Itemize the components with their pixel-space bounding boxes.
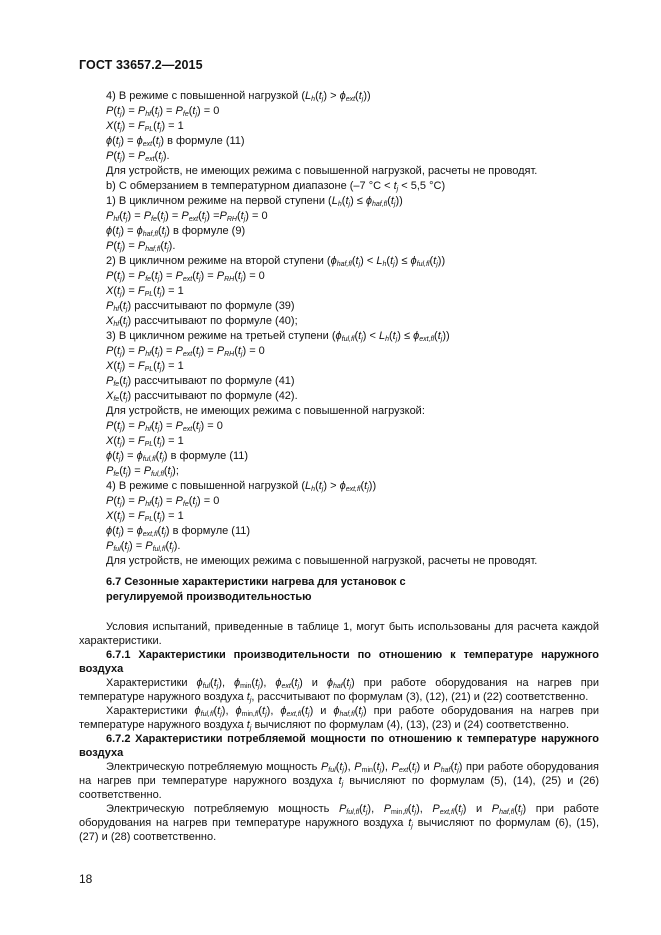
text-line: 4) В режиме с повышенной нагрузкой $(L_h(t_j) > \phi_{ext}(t_j))$: [106, 90, 371, 103]
text-line: $P(t_j) = P_{hf}(t_j) = P_{ext}(t_j) = 0$: [106, 420, 223, 433]
paragraph: Условия испытаний, приведенные в таблице 1, могут быть использованы для расчета каждой характеристики.: [79, 621, 599, 647]
text-line: $X_{fe}(t_j)$ рассчитывают по формуле (42).: [106, 390, 298, 403]
text-line: $X(t_j) = F_{PL}(t_j) = 1$: [106, 360, 184, 373]
paragraph: Характеристики $\phi_{ful,fl}(t_j)$, $\phi_{min,fl}(t_j)$, $\phi_{ext,fl}(t_j)$ и $\phi_{haf,fl}(t_j)$ при работе оборудования на нагрев при температуре наружного воздуха $t_j$ вычисляют по формулам (4), (13), (23) и (24) соответственно.: [79, 705, 599, 732]
text-line: $X_{hf}(t_j)$ рассчитывают по формуле (40);: [106, 315, 298, 328]
paragraph: 6.7.2 Характеристики потребляемой мощности по отношению к температуре наружного воздуха: [79, 733, 599, 759]
text-line: Для устройств, не имеющих режима с повышенной нагрузкой, расчеты не проводят.: [106, 555, 538, 567]
page-number: 18: [79, 872, 93, 886]
text-line: $X(t_j) = F_{PL}(t_j) = 1$: [106, 435, 184, 448]
text-line: $\phi(t_j) = \phi_{ext,fl}(t_j)$ в формуле (11): [106, 525, 251, 538]
text-line: Для устройств, не имеющих режима с повышенной нагрузкой, расчеты не проводят.: [106, 165, 538, 177]
text-line: $P_{fe}(t_j) = P_{ful,fl}(t_j)$;: [106, 465, 179, 478]
text-line: $\phi(t_j) = \phi_{ext}(t_j)$ в формуле (11): [106, 135, 245, 148]
text-line: $\phi(t_j) = \phi_{ful,fl}(t_j)$ в формуле (11): [106, 450, 249, 463]
text-line: $P(t_j) = P_{hf}(t_j) = P_{fe}(t_j) = 0$: [106, 495, 220, 508]
text-line: $P(t_j) = P_{hf}(t_j) = P_{fe}(t_j) = 0$: [106, 105, 220, 118]
text-line: 1) В цикличном режиме на первой ступени $(L_h(t_j) \le \phi_{haf,fl}(t_j))$: [106, 195, 403, 208]
text-line: Для устройств, не имеющих режима с повышенной нагрузкой:: [106, 405, 425, 417]
text-line: $P(t_j) = P_{ext}(t_j)$.: [106, 150, 170, 163]
text-line: $X(t_j) = F_{PL}(t_j) = 1$: [106, 285, 184, 298]
text-line: $P(t_j) = P_{hf}(t_j) = P_{ext}(t_j) = P_{RH}(t_j) = 0$: [106, 345, 265, 358]
text-line: $P_{hf}(t_j) = P_{fe}(t_j) = P_{ext}(t_j) =P_{RH}(t_j) = 0$: [106, 210, 268, 223]
text-line: $P(t_j) = P_{haf,fl}(t_j)$.: [106, 240, 176, 253]
text-line: $P_{ful}(t_j) = P_{ful,fl}(t_j)$.: [106, 540, 181, 553]
text-line: $P_{fe}(t_j)$ рассчитывают по формуле (41): [106, 375, 295, 388]
text-line: $X(t_j) = F_{PL}(t_j) = 1$: [106, 510, 184, 523]
section-heading: 6.7 Сезонные характеристики нагрева для установок с регулируемой производительностью: [106, 576, 406, 603]
text-line: [79, 605, 599, 620]
paragraph: 6.7.1 Характеристики производительности по отношению к температуре наружного воздуха: [79, 649, 599, 675]
text-line: 2) В цикличном режиме на второй ступени $(\phi_{haf,fl}(t_j) < L_h(t_j) \le \phi_{ful,fl}(t_j))$: [106, 255, 446, 268]
text-line: $P(t_j) = P_{fe}(t_j) = P_{ext}(t_j) = P_{RH}(t_j) = 0$: [106, 270, 265, 283]
text-line: b) С обмерзанием в температурном диапазоне (–7 $^\circ С < t_j < 5,5$ °С): [106, 180, 446, 193]
text-line: 4) В режиме с повышенной нагрузкой $(L_h(t_j) > \phi_{ext,fl}(t_j))$: [106, 480, 377, 493]
text-line: $P_{hf}(t_j)$ рассчитывают по формуле (39): [106, 300, 295, 313]
paragraph: Электрическую потребляемую мощность $P_{ful}(t_j)$, $P_{min}(t_j)$, $P_{ext}(t_j)$ и $P_{haf}(t_j)$ при работе оборудования на нагрев при температуре наружного воздуха $t_j$ вычисляют по формулам (5), (14), (25) и (26) соответственно.: [79, 761, 599, 801]
text-line: $\phi(t_j) = \phi_{haf,fl}(t_j)$ в формуле (9): [106, 225, 246, 238]
document-header: ГОСТ 33657.2—2015: [79, 58, 203, 72]
paragraph: Характеристики $\phi_{ful}(t_j)$, $\phi_{min}(t_j)$, $\phi_{ext}(t_j)$ и $\phi_{haf}(t_j)$ при работе оборудования на нагрев при температуре наружного воздуха $t_j$, рассчитывают по формулам (3), (12), (21) и (22) соответственно.: [79, 677, 599, 704]
text-line: $X(t_j) = F_{PL}(t_j) = 1$: [106, 120, 184, 133]
text-line: 3) В цикличном режиме на третьей ступени $(\phi_{ful,fl}(t_j) < L_h(t_j) \le \phi_{ext,fl}(t_j))$: [106, 330, 450, 343]
document-body: [79, 89, 599, 844]
paragraph: Электрическую потребляемую мощность $P_{ful,fl}(t_j)$, $P_{min,fl}(t_j)$, $P_{ext,fl}(t_j)$ и $P_{haf,fl}(t_j)$ при работе оборудования на нагрев при температуре наружного воздуха $t_j$ вычисляют по формулам (6), (15), (27) и (28) соответственно.: [79, 803, 599, 843]
